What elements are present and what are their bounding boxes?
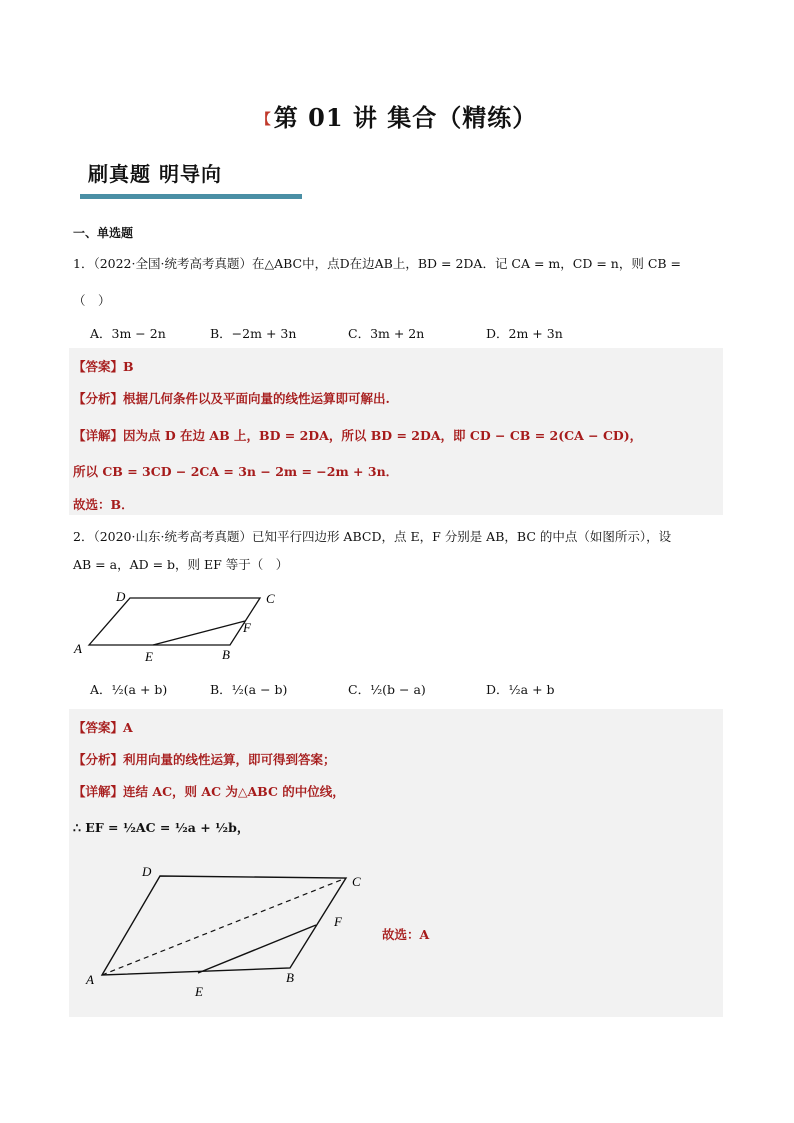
q1-paren: （ ） <box>73 293 111 308</box>
q1-answer-value: B <box>123 359 134 374</box>
q1-choice: 故选：B． <box>73 497 134 512</box>
q1-detail-text: 因为点 D 在边 AB 上，BD = 2DA，所以 BD = 2DA，即 CD − CB = 2(CA − CD)， <box>123 428 643 443</box>
title-mark: 【 <box>256 112 272 128</box>
q1-answer <box>73 357 134 375</box>
parallelogram-abcd <box>89 598 260 645</box>
q2-detail-text: 连结 AC，则 AC 为△ABC 的中位线， <box>123 784 345 799</box>
fig1-label-b: B <box>222 647 230 662</box>
section-underline <box>80 194 302 199</box>
q2-analysis-tag: 【分析】 <box>73 752 124 767</box>
q2-stem-2: AB = a，AD = b，则 EF 等于（ ） <box>73 557 289 572</box>
q1-stem: 1．（2022·全国·统考高考真题）在△ABC中，点D在边AB上，BD = 2DA．记 CA = m，CD = n，则 CB = <box>73 256 682 271</box>
title-text: 第 01 讲 集合（精练） <box>273 103 538 132</box>
segment-ef <box>153 621 245 645</box>
q2-option-d: D．½a + b <box>486 682 555 697</box>
fig1-label-a: A <box>74 641 82 656</box>
q2-choice: 故选：A <box>382 927 430 942</box>
q2-detail-2: ∴ EF = ½AC = ½a + ½b， <box>73 820 250 835</box>
fig1-label-e: E <box>145 649 153 664</box>
fig1-label-d: D <box>116 589 126 604</box>
q1-option-b: B．−2m + 3n <box>210 326 297 341</box>
segment-ef-2 <box>198 925 316 973</box>
q1-option-a: A．3m − 2n <box>90 326 166 341</box>
q2-answer-value: A <box>123 720 133 735</box>
q2-answer <box>73 718 133 736</box>
q2-solution-figure <box>80 860 380 1000</box>
q2-detail <box>73 782 345 800</box>
q2-option-a: A．½(a + b) <box>90 682 168 697</box>
section-title: 刷真题 明导向 <box>88 162 222 186</box>
q1-analysis <box>73 389 390 407</box>
q1-answer-tag: 【答案】 <box>73 359 124 374</box>
q2-stem: 2．（2020·山东·统考高考真题）已知平行四边形 ABCD，点 E，F 分别是 AB，BC 的中点（如图所示），设 <box>73 529 672 544</box>
q1-analysis-text: 根据几何条件以及平面向量的线性运算即可解出. <box>123 391 390 406</box>
fig2-label-e: E <box>195 984 203 999</box>
fig2-label-c: C <box>352 874 361 889</box>
fig2-label-b: B <box>286 970 294 985</box>
diagonal-ac <box>102 878 346 975</box>
q2-detail-tag: 【详解】 <box>73 784 124 799</box>
fig2-label-d: D <box>142 864 152 879</box>
q2-analysis-text: 利用向量的线性运算，即可得到答案； <box>123 752 336 767</box>
q1-analysis-tag: 【分析】 <box>73 391 124 406</box>
fig2-label-a: A <box>86 972 94 987</box>
q2-figure <box>70 585 290 665</box>
part-label: 一、单选题 <box>73 226 134 240</box>
q1-detail-2: 所以 CB = 3CD − 2CA = 3n − 2m = −2m + 3n． <box>73 464 399 479</box>
q1-option-c: C．3m + 2n <box>348 326 425 341</box>
q1-option-d: D．2m + 3n <box>486 326 563 341</box>
fig1-label-c: C <box>266 591 275 606</box>
fig1-label-f: F <box>243 620 251 635</box>
fig2-label-f: F <box>334 914 342 929</box>
q2-answer-tag: 【答案】 <box>73 720 124 735</box>
q2-option-c: C．½(b − a) <box>348 682 426 697</box>
q1-detail <box>73 426 723 444</box>
q1-detail-tag: 【详解】 <box>73 428 124 443</box>
page-title <box>0 98 794 133</box>
q2-analysis <box>73 750 336 768</box>
q2-option-b: B．½(a − b) <box>210 682 288 697</box>
